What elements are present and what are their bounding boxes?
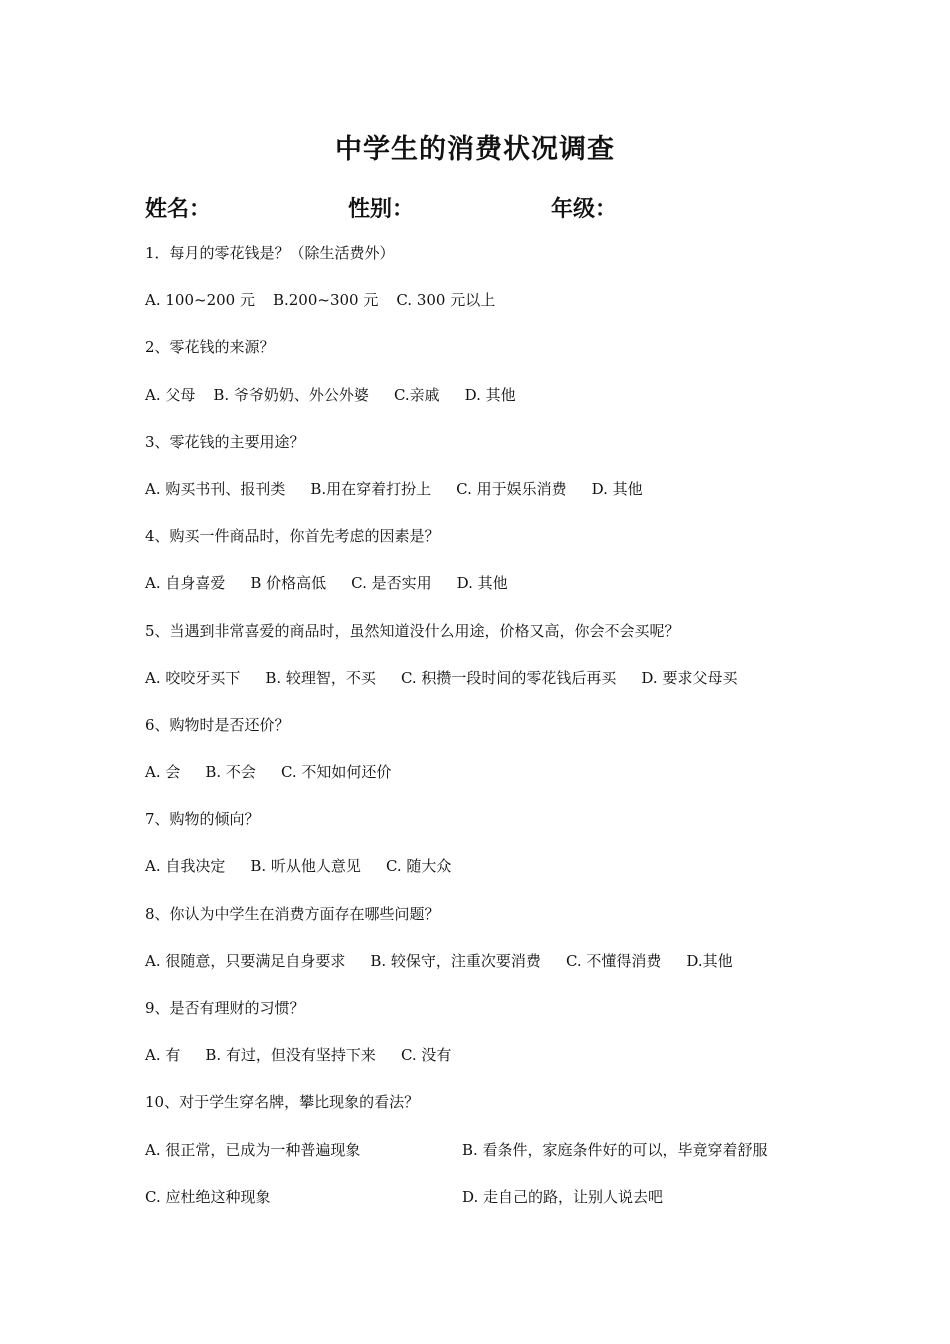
gender-label: 性别：	[348, 197, 415, 222]
answer-option[interactable]: C. 是否实用	[351, 574, 432, 593]
answer-option[interactable]: C.亲戚	[393, 385, 440, 404]
answer-option[interactable]: B 价格高低	[250, 574, 327, 593]
answer-option[interactable]: C. 随大众	[385, 857, 452, 876]
grade-label: 年级：	[551, 197, 618, 222]
answer-option[interactable]: D.其他	[686, 951, 733, 970]
answer-option[interactable]: C. 300 元以上	[396, 291, 496, 310]
answer-option[interactable]: C. 用于娱乐消费	[456, 479, 567, 498]
question-text: 10、对于学生穿名牌，攀比现象的看法？	[145, 1093, 420, 1112]
answer-option[interactable]: A. 父母	[145, 385, 196, 404]
answer-option[interactable]: D. 要求父母买	[641, 668, 738, 687]
question-text: 4、购买一件商品时，你首先考虑的因素是？	[145, 527, 440, 546]
answer-option[interactable]: A. 100~200 元	[145, 291, 255, 310]
student-info-row	[145, 192, 845, 228]
answer-option[interactable]: A. 有	[145, 1046, 181, 1065]
option-row	[145, 761, 845, 808]
name-label: 姓名：	[145, 197, 212, 222]
answer-option[interactable]: B. 较理智，不买	[265, 668, 376, 687]
answer-option[interactable]: B.200~300 元	[272, 291, 379, 310]
answer-option[interactable]: B. 看条件，家庭条件好的可以，毕竟穿着舒服	[462, 1140, 768, 1159]
answer-option[interactable]: D. 其他	[591, 479, 643, 498]
question-text: 3、零花钱的主要用途？	[145, 432, 305, 451]
question-list	[145, 242, 845, 1233]
answer-option[interactable]: C. 没有	[400, 1046, 452, 1065]
answer-option[interactable]: B. 听从他人意见	[250, 857, 361, 876]
option-row	[145, 1044, 845, 1091]
page-title: 中学生的消费状况调查	[335, 134, 615, 165]
answer-option[interactable]: C. 不懂得消费	[565, 951, 662, 970]
answer-option[interactable]: B. 不会	[205, 763, 256, 782]
answer-option[interactable]: A. 咬咬牙买下	[145, 668, 241, 687]
question-text: 7、购物的倾向？	[145, 810, 260, 829]
option-row	[145, 572, 845, 619]
answer-option[interactable]: A. 很随意，只要满足自身要求	[145, 951, 346, 970]
answer-option[interactable]: D. 走自己的路，让别人说去吧	[462, 1187, 664, 1206]
option-row	[145, 289, 845, 336]
answer-option[interactable]: C. 积攒一段时间的零花钱后再买	[400, 668, 617, 687]
question-text: 2、零花钱的来源？	[145, 338, 275, 357]
answer-option[interactable]: B. 爷爷奶奶、外公外婆	[213, 385, 369, 404]
answer-option[interactable]: D. 其他	[464, 385, 516, 404]
question-text: 1．每月的零花钱是？（除生活费外）	[145, 244, 395, 262]
answer-option[interactable]: A. 自我决定	[145, 857, 226, 876]
option-row	[145, 1186, 845, 1233]
answer-option[interactable]: D. 其他	[456, 574, 508, 593]
answer-option[interactable]: A. 自身喜爱	[145, 574, 226, 593]
answer-option[interactable]: A. 购买书刊、报刊类	[145, 479, 286, 498]
question-text: 5、当遇到非常喜爱的商品时，虽然知道没什么用途，价格又高，你会不会买呢？	[145, 621, 680, 640]
option-row	[145, 384, 845, 431]
option-row	[145, 667, 845, 714]
option-row	[145, 950, 845, 997]
answer-option[interactable]: B.用在穿着打扮上	[310, 479, 432, 498]
question-text: 9、是否有理财的习惯？	[145, 999, 305, 1017]
answer-option[interactable]: B. 有过，但没有坚持下来	[205, 1046, 376, 1065]
answer-option[interactable]: C. 应杜绝这种现象	[145, 1187, 271, 1206]
answer-option[interactable]: A. 会	[145, 763, 181, 782]
option-row	[145, 478, 845, 525]
answer-option[interactable]: C. 不知如何还价	[280, 763, 392, 782]
question-text: 8、你认为中学生在消费方面存在哪些问题？	[145, 904, 440, 923]
option-row	[145, 855, 845, 902]
question-text: 6、购物时是否还价？	[145, 715, 290, 734]
answer-option[interactable]: A. 很正常，已成为一种普遍现象	[145, 1140, 361, 1159]
answer-option[interactable]: B. 较保守，注重次要消费	[370, 951, 541, 970]
option-row	[145, 1139, 845, 1186]
